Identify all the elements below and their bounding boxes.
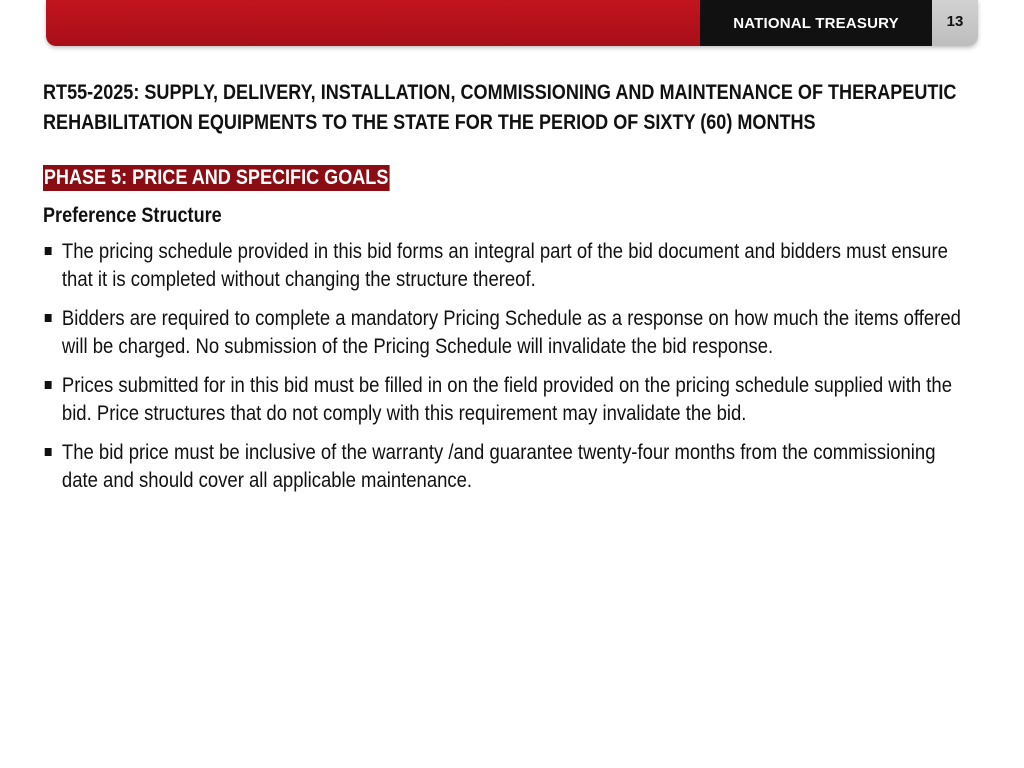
page-number-box xyxy=(932,0,978,46)
square-bullet-icon xyxy=(45,381,52,389)
list-item xyxy=(43,438,976,494)
list-item xyxy=(43,237,976,293)
list-item xyxy=(43,304,976,360)
slide-header xyxy=(46,0,978,46)
list-item-text: Bidders are required to complete a mandatory Pricing Schedule as a response on how much the items offered will be charged. No submission of the Pricing Schedule will invalidate the bid response. xyxy=(61,306,961,358)
list-item xyxy=(43,371,976,427)
header-org-box xyxy=(700,0,932,46)
phase-heading: PHASE 5: PRICE AND SPECIFIC GOALS xyxy=(43,166,389,189)
bullet-list xyxy=(43,237,976,494)
page-number: 13 xyxy=(946,13,964,30)
list-item-text: Prices submitted for in this bid must be filled in on the field provided on the pricing schedule supplied with the bid. Price structures that do not comply with this requirement may invalidate the bid. xyxy=(61,373,953,425)
list-item-text: The pricing schedule provided in this bid forms an integral part of the bid document and bidders must ensure that it is completed without changing the structure thereof. xyxy=(61,239,948,291)
phase-heading-wrapper xyxy=(43,165,976,191)
slide-content xyxy=(43,78,973,505)
square-bullet-icon xyxy=(45,448,52,456)
list-item-text: The bid price must be inclusive of the warranty /and guarantee twenty-four months from the commissioning date and should cover all applicable maintenance. xyxy=(61,440,936,492)
header-red-band xyxy=(46,0,700,46)
org-name: NATIONAL TREASURY xyxy=(733,14,899,32)
section-subheading: Preference Structure xyxy=(43,204,222,227)
square-bullet-icon xyxy=(45,247,52,255)
square-bullet-icon xyxy=(45,314,52,322)
document-title: RT55-2025: SUPPLY, DELIVERY, INSTALLATION, COMMISSIONING AND MAINTENANCE OF THERAPEUTIC REHABILITATION EQUIPMENTS TO THE STATE FOR THE PERIOD OF SIXTY (60) MONTHS xyxy=(43,81,957,134)
